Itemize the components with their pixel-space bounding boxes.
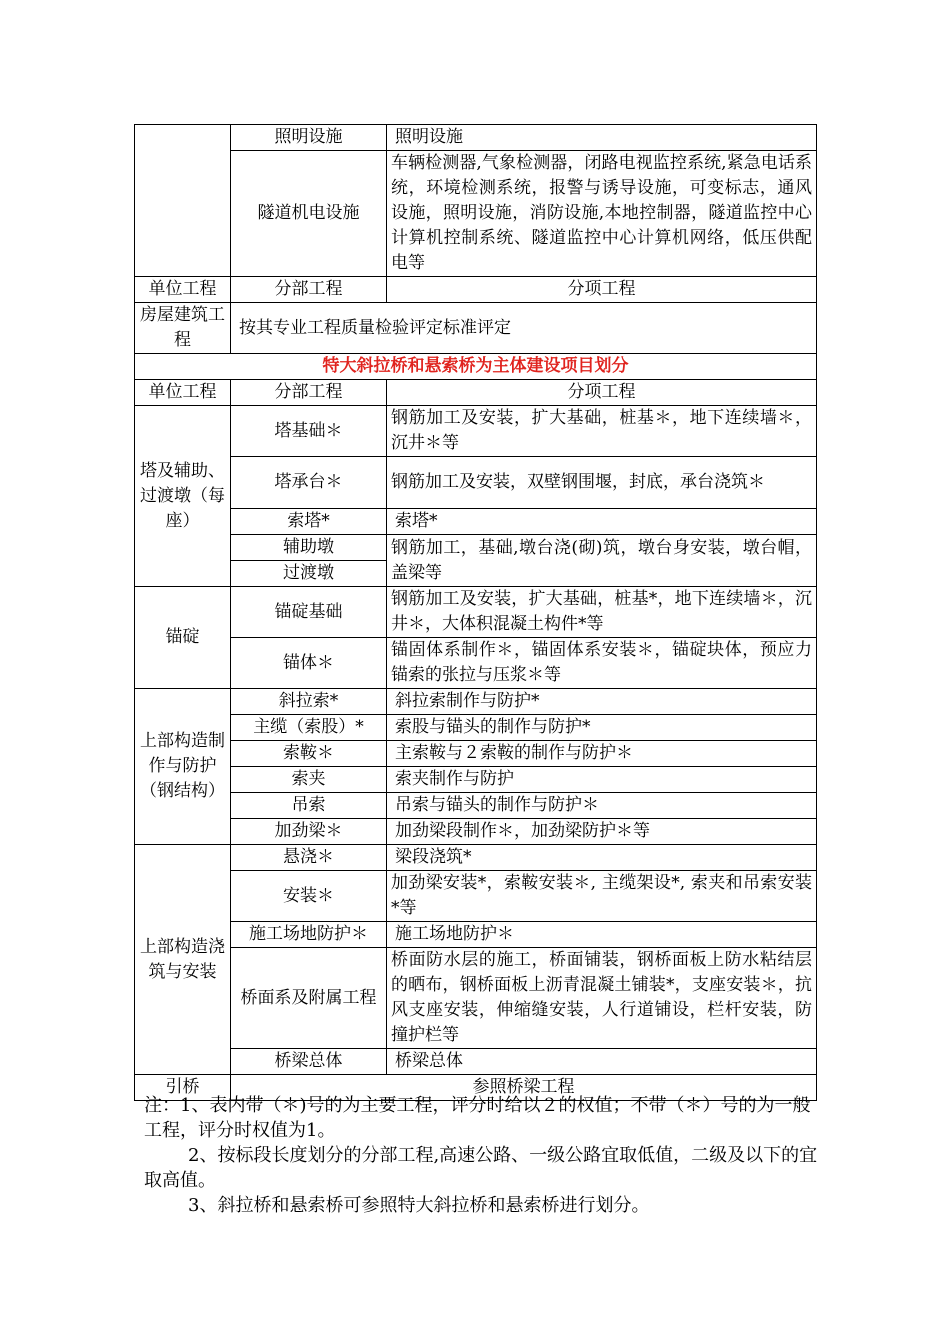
items-cell: 施工场地防护＊ xyxy=(387,922,817,948)
items-cell: 索塔* xyxy=(387,509,817,535)
items-cell: 吊索与锚头的制作与防护＊ xyxy=(387,793,817,819)
section-title: 特大斜拉桥和悬索桥为主体建设项目划分 xyxy=(135,354,817,380)
header-items: 分项工程 xyxy=(387,277,817,303)
part-cell: 加劲梁＊ xyxy=(231,819,387,845)
items-cell: 桥面防水层的施工，桥面铺装，钢桥面板上防水粘结层的晒布，钢桥面板上沥青混凝土铺装*，支座安装＊，抗风支座安装，伸缩缝安装，人行道铺设，栏杆安装，防撞护栏等 xyxy=(387,948,817,1049)
part-cell: 吊索 xyxy=(231,793,387,819)
part-cell: 索塔* xyxy=(231,509,387,535)
part-cell: 施工场地防护＊ xyxy=(231,922,387,948)
header-items: 分项工程 xyxy=(387,380,817,406)
part-cell: 索夹 xyxy=(231,767,387,793)
part-cell: 悬浇＊ xyxy=(231,845,387,871)
part-cell: 安装＊ xyxy=(231,871,387,922)
items-cell: 钢筋加工及安装，双壁钢围堰，封底，承台浇筑＊ xyxy=(387,457,817,509)
part-cell: 主缆（索股）* xyxy=(231,715,387,741)
items-cell: 梁段浇筑* xyxy=(387,845,817,871)
items-cell: 斜拉索制作与防护* xyxy=(387,689,817,715)
unit-cell-approach: 引桥 xyxy=(135,1075,231,1101)
unit-cell-steel: 上部构造制作与防护（钢结构） xyxy=(135,689,231,845)
header-part: 分部工程 xyxy=(231,380,387,406)
unit-cell-pour: 上部构造浇筑与安装 xyxy=(135,845,231,1075)
items-cell: 主索鞍与２索鞍的制作与防护＊ xyxy=(387,741,817,767)
note-3: 3、斜拉桥和悬索桥可参照特大斜拉桥和悬索桥进行划分。 xyxy=(188,1195,650,1216)
items-cell: 锚固体系制作＊，锚固体系安装＊，锚碇块体，预应力锚索的张拉与压浆＊等 xyxy=(387,638,817,689)
unit-cell-tower: 塔及辅助、过渡墩（每座） xyxy=(135,406,231,587)
part-cell: 锚体＊ xyxy=(231,638,387,689)
items-cell: 加劲梁段制作＊，加劲梁防护＊等 xyxy=(387,819,817,845)
part-cell: 桥面系及附属工程 xyxy=(231,948,387,1049)
unit-cell-anchor: 锚碇 xyxy=(135,587,231,689)
items-cell: 车辆检测器,气象检测器，闭路电视监控系统,紧急电话系统，环境检测系统，报警与诱导设施，可变标志，通风设施，照明设施，消防设施,本地控制器，隧道监控中心计算机控制系统、隧道监控中心计算机网络，低压供配电等 xyxy=(387,151,817,277)
header-unit: 单位工程 xyxy=(135,277,231,303)
division-table xyxy=(134,124,817,1101)
housing-standard: 按其专业工程质量检验评定标准评定 xyxy=(231,303,817,354)
part-cell: 锚碇基础 xyxy=(231,587,387,638)
part-cell: 塔基础＊ xyxy=(231,406,387,457)
header-part: 分部工程 xyxy=(231,277,387,303)
part-cell: 塔承台＊ xyxy=(231,457,387,509)
approach-reference: 参照桥梁工程 xyxy=(231,1075,817,1101)
items-cell: 钢筋加工及安装，扩大基础，桩基＊，地下连续墙＊，沉井＊等 xyxy=(387,406,817,457)
part-cell: 照明设施 xyxy=(231,125,387,151)
part-cell: 斜拉索* xyxy=(231,689,387,715)
items-cell: 桥梁总体 xyxy=(387,1049,817,1075)
part-cell: 桥梁总体 xyxy=(231,1049,387,1075)
items-cell: 索股与锚头的制作与防护* xyxy=(387,715,817,741)
part-cell: 过渡墩 xyxy=(231,561,387,587)
part-cell: 隧道机电设施 xyxy=(231,151,387,277)
unit-cell-empty xyxy=(135,125,231,277)
part-cell: 索鞍＊ xyxy=(231,741,387,767)
items-cell: 照明设施 xyxy=(387,125,817,151)
note-2: 2、按标段长度划分的分部工程,高速公路、一级公路宜取低值，二级及以下的宜取高值。 xyxy=(144,1145,818,1191)
items-cell: 钢筋加工，基础,墩台浇(砌)筑，墩台身安装，墩台帽，盖梁等 xyxy=(387,535,817,587)
items-cell: 索夹制作与防护 xyxy=(387,767,817,793)
header-unit: 单位工程 xyxy=(135,380,231,406)
items-cell: 加劲梁安装*，索鞍安装＊, 主缆架设*, 索夹和吊索安装*等 xyxy=(387,871,817,922)
note-1: 注：1、表内带（＊)号的为主要工程，评分时给以２的权值；不带（＊）号的为一般工程，评分时权值为1。 xyxy=(144,1095,811,1141)
unit-cell-housing: 房屋建筑工程 xyxy=(135,303,231,354)
items-cell: 钢筋加工及安装，扩大基础，桩基*，地下连续墙＊，沉井＊，大体积混凝土构件*等 xyxy=(387,587,817,638)
part-cell: 辅助墩 xyxy=(231,535,387,561)
